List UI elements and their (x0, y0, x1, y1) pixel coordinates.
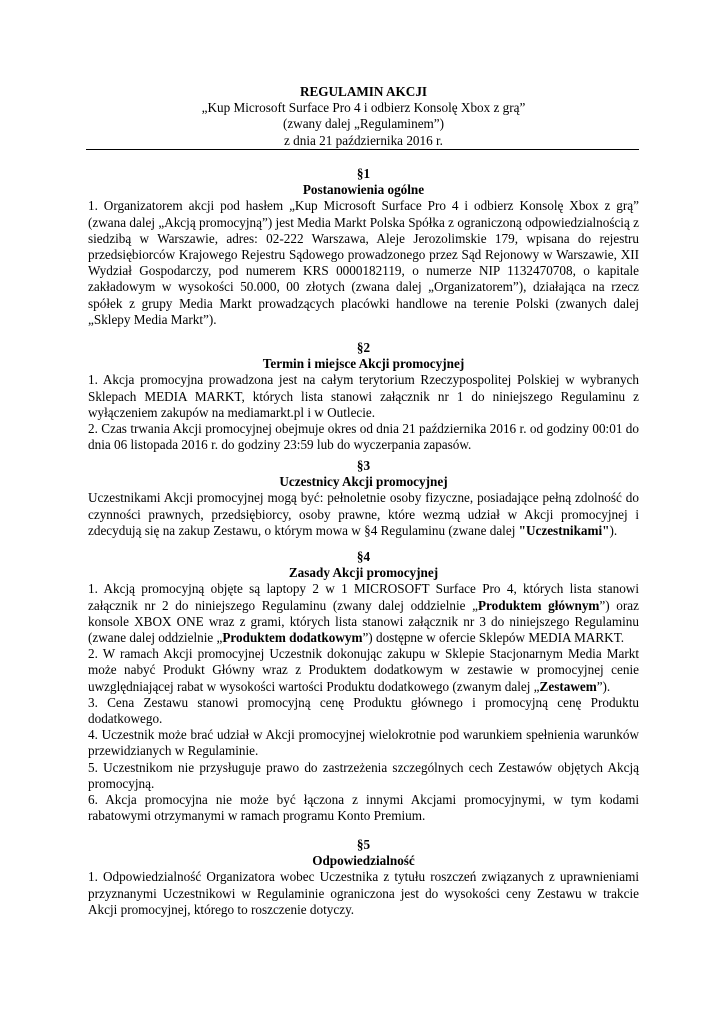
bold-term: Produktem głównym (478, 597, 600, 613)
section-paragraph: 4. Uczestnik może brać udział w Akcji promocyjnej wielokrotnie pod warunkiem spełnienia warunków przewidzianych w Regulaminie. (88, 727, 639, 759)
section-paragraph: 1. Odpowiedzialność Organizatora wobec Uczestnika z tytułu roszczeń związanych z uprawnieniami przyznanymi Uczestnikowi w Regulaminie ograniczona jest do wysokości ceny Zestawu w trakcie Akcji promocyjnej, którego to roszczenie dotyczy. (88, 869, 639, 917)
bold-term: Zestawem (539, 678, 597, 694)
section-paragraph: 5. Uczestnikom nie przysługuje prawo do zastrzeżenia szczególnych cech Zestawów objętych Akcją promocyjną. (88, 759, 639, 791)
section-heading: Zasady Akcji promocyjnej (288, 565, 439, 581)
section-paragraph: 6. Akcja promocyjna nie może być łączona z innymi Akcjami promocyjnymi, w tym kodami rabatowymi otrzymanymi w ramach programu Konto Premium. (88, 792, 639, 824)
section-number: §1 (356, 166, 371, 181)
bold-term: "Uczestnikami" (518, 522, 610, 538)
header-divider (86, 149, 639, 150)
section-5 (88, 837, 639, 918)
section-heading: Odpowiedzialność (312, 853, 415, 869)
section-paragraph: 3. Cena Zestawu stanowi promocyjną cenę Produktu głównego i promocyjną cenę Produktu dodatkowego. (88, 694, 639, 727)
section-paragraph: 1. Akcją promocyjną objęte są laptopy 2 w 1 MICROSOFT Surface Pro 4, których lista stanowi załącznik nr 2 do niniejszego Regulaminu (zwany dalej oddzielnie „Produktem głównym”) oraz konsole XBOX ONE wraz z grami, których lista stanowi załącznik nr 3 do niniejszego Regulaminu (zwane dalej oddzielnie „Produktem dodatkowym”) dostępne w ofercie Sklepów MEDIA MARKT. (88, 581, 639, 646)
section-number: §3 (356, 458, 371, 473)
document-header (88, 84, 639, 149)
document-title: REGULAMIN AKCJI (299, 84, 428, 99)
section-2 (88, 340, 639, 453)
document-alias: (zwany dalej „Regulaminem”) (282, 116, 445, 132)
bold-term: Produktem dodatkowym (222, 630, 363, 646)
section-number: §5 (356, 837, 371, 852)
section-paragraph: 1. Organizatorem akcji pod hasłem „Kup Microsoft Surface Pro 4 i odbierz Konsolę Xbox z grą” (zwana dalej „Akcją promocyjną”) jest Media Markt Polska Spółka z ograniczoną odpowiedzialnością z siedzibą w Warszawie, adres: 02-222 Warszawa, Aleje Jerozolimskie 179, wpisana do rejestru przedsiębiorców Krajowego Rejestru Sądowego prowadzonego przez Sąd Rejonowy w Warszawie, XII Wydział Gospodarczy, pod numerem KRS 0000182119, o numerze NIP 1132470708, o kapitale zakładowym w wysokości 50.000, 00 złotych (zwana dalej „Organizatorem”), działająca na rzecz spółek z grupy Media Markt prowadzących placówki handlowe na terenie Polski (zwanych dalej „Sklepy Media Markt”). (88, 198, 639, 327)
document-subtitle: „Kup Microsoft Surface Pro 4 i odbierz Konsolę Xbox z grą” (201, 100, 526, 116)
document-date: z dnia 21 października 2016 r. (284, 132, 443, 148)
section-paragraph: 1. Akcja promocyjna prowadzona jest na całym terytorium Rzeczypospolitej Polskiej w wybranych Sklepach MEDIA MARKT, których lista stanowi załącznik nr 1 do niniejszego Regulaminu z wyłączeniem zakupów na mediamarkt.pl i w Outlecie. (88, 372, 639, 420)
section-3 (88, 458, 639, 539)
section-number: §2 (356, 340, 371, 355)
section-heading: Uczestnicy Akcji promocyjnej (279, 474, 448, 490)
section-heading: Termin i miejsce Akcji promocyjnej (262, 356, 465, 372)
section-paragraph: 2. Czas trwania Akcji promocyjnej obejmuje okres od dnia 21 października 2016 r. od godziny 00:01 do dnia 06 listopada 2016 r. do godziny 23:59 lub do wyczerpania zapasów. (88, 421, 639, 453)
section-4 (88, 549, 639, 824)
section-paragraph: Uczestnikami Akcji promocyjnej mogą być: pełnoletnie osoby fizyczne, posiadające pełną zdolność do czynności prawnych, przedsiębiorcy, osoby prawne, które wezmą udział w Akcji promocyjnej i zdecydują się na zakup Zestawu, o którym mowa w §4 Regulaminu (zwane dalej "Uczestnikami"). (88, 490, 639, 538)
section-heading: Postanowienia ogólne (302, 182, 425, 198)
section-number: §4 (356, 549, 371, 564)
section-1 (88, 166, 639, 328)
section-paragraph: 2. W ramach Akcji promocyjnej Uczestnik dokonując zakupu w Sklepie Stacjonarnym Media Markt może nabyć Produkt Główny wraz z Produktem dodatkowym w zestawie w promocyjnej cenie uwzględniającej rabat w wysokości wartości Produktu dodatkowego (zwanym dalej „Zestawem”). (88, 646, 639, 694)
